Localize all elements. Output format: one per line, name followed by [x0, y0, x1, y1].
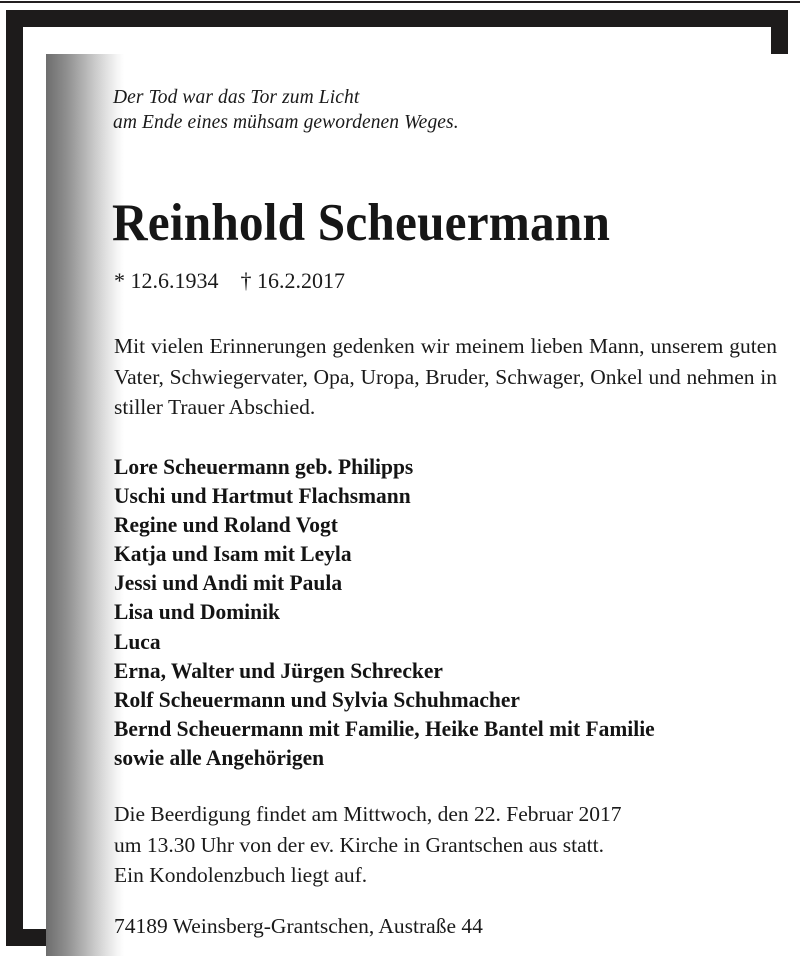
list-item: Rolf Scheuermann und Sylvia Schuhmacher [114, 686, 520, 712]
list-item: Jessi und Andi mit Paula [114, 570, 343, 596]
mourning-border-frame [6, 10, 788, 946]
list-item: sowie alle Angehörigen [114, 744, 325, 770]
funeral-arrangements [114, 799, 784, 891]
notice-canvas [46, 54, 794, 956]
list-item: Lore Scheuermann geb. Philipps [114, 454, 414, 479]
tribute-text: Mit vielen Erinnerungen gedenken wir meinem lieben Mann, unserem guten Vater, Schwiegervater, Opa, Uropa, Bruder, Schwager, Onkel und nehmen in stiller Trauer Abschied. [114, 334, 777, 419]
list-item: Bernd Scheuermann mit Familie, Heike Bantel mit Familie [114, 715, 655, 741]
list-item: Katja und Isam mit Leyla [114, 541, 352, 567]
tribute-paragraph [114, 331, 777, 423]
epigraph [113, 85, 753, 135]
life-dates: * 12.6.1934 † 16.2.2017 [114, 268, 345, 293]
list-item: Uschi und Hartmut Flachsmann [114, 483, 411, 509]
arrangements-line-3: Ein Kondolenzbuch liegt auf. [114, 863, 368, 887]
epigraph-line-1: Der Tod war das Tor zum Licht [113, 87, 360, 108]
deceased-name: Reinhold Scheuermann [112, 194, 611, 252]
list-item: Regine und Roland Vogt [114, 512, 338, 538]
list-item: Lisa und Dominik [114, 599, 281, 625]
list-item: Luca [114, 628, 161, 654]
arrangements-line-2: um 13.30 Uhr von der ev. Kirche in Grantschen aus statt. [114, 832, 604, 857]
list-item: Erna, Walter und Jürgen Schrecker [114, 657, 443, 683]
arrangements-line-1: Die Beerdigung findet am Mittwoch, den 22. Februar 2017 [114, 802, 622, 826]
mourning-address: 74189 Weinsberg-Grantschen, Austraße 44 [114, 914, 483, 938]
notice-content [113, 54, 776, 956]
top-hairline-rule [0, 1, 800, 3]
epigraph-line-2: am Ende eines mühsam gewordenen Weges. [113, 112, 459, 133]
survivors-list [114, 452, 794, 772]
